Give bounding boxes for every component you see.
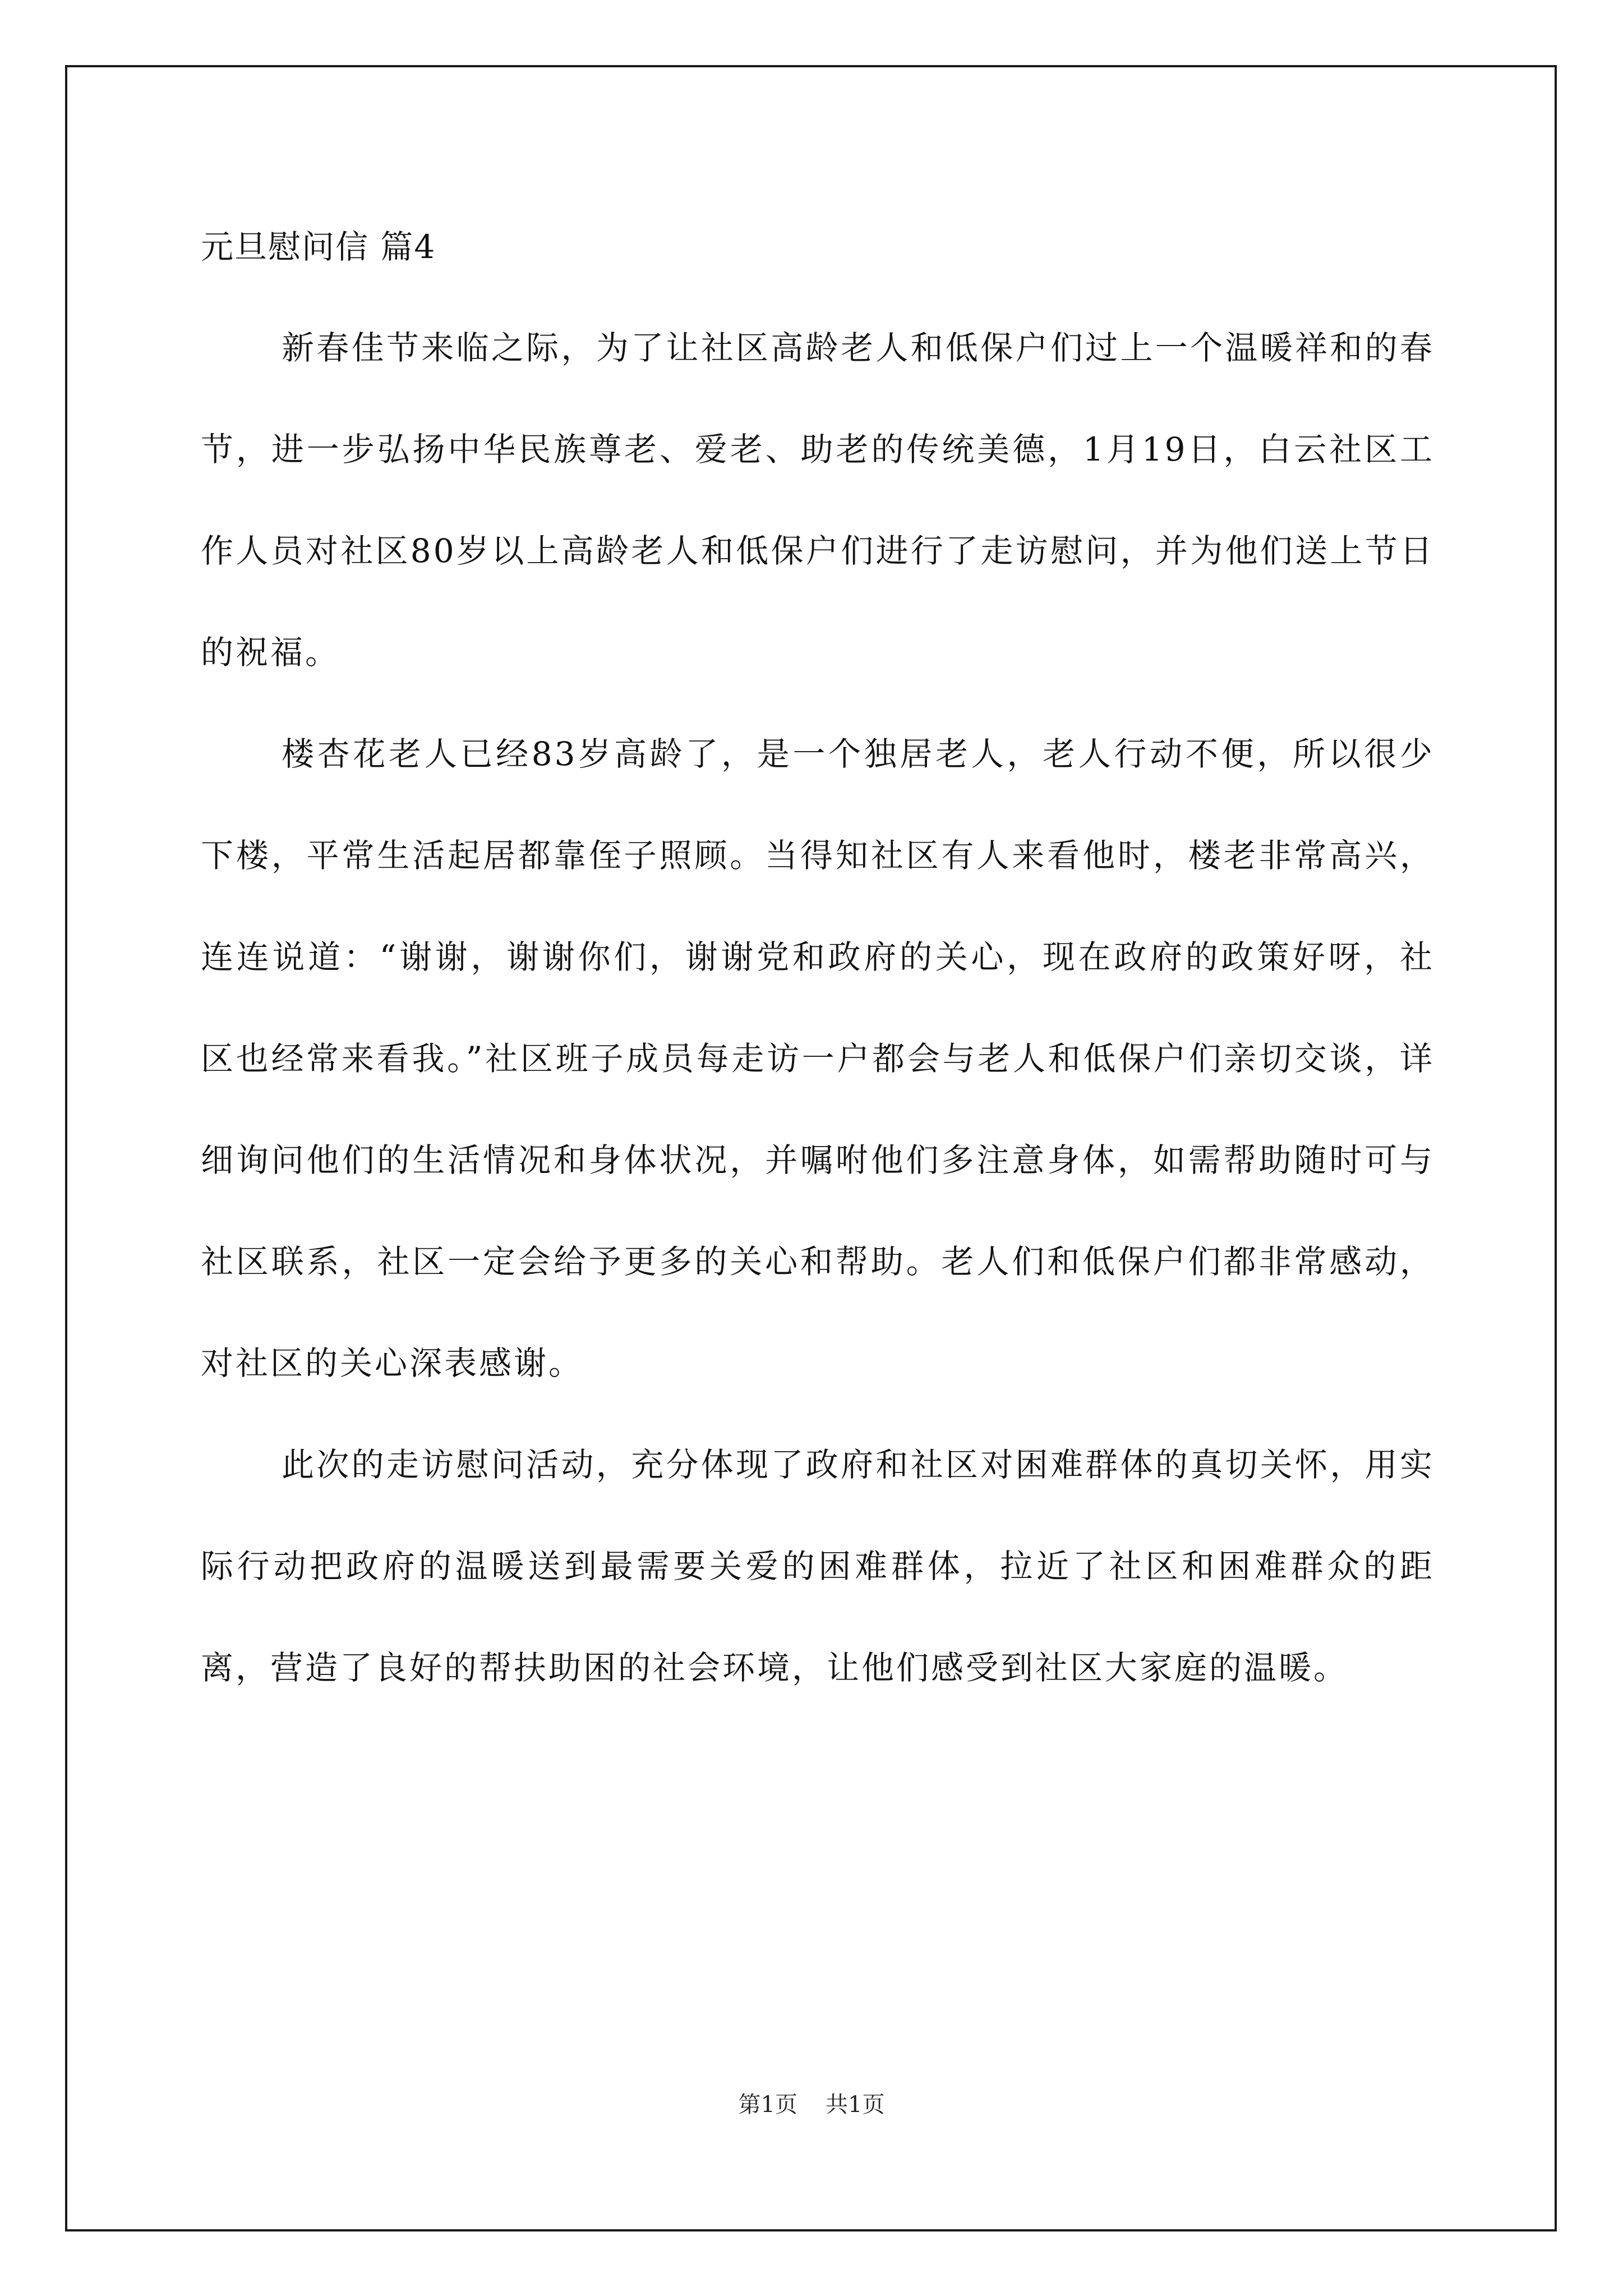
document-title: 元旦慰问信 篇4 xyxy=(201,228,436,266)
document-body xyxy=(201,213,1435,1719)
paragraph: 此次的走访慰问活动，充分体现了政府和社区对困难群体的真切关怀，用实际行动把政府的温暖送到最需要关爱的困难群体，拉近了社区和困难群众的距离，营造了良好的帮扶助困的社会环境，让他们感受到社区大家庭的温暖。 xyxy=(201,1446,1435,1687)
page-total: 共1页 xyxy=(826,2092,885,2118)
page-number: 第1页 xyxy=(738,2092,797,2118)
paragraph: 新春佳节来临之际，为了让社区高龄老人和低保户们过上一个温暖祥和的春节，进一步弘扬中华民族尊老、爱老、助老的传统美德，1月19日，白云社区工作人员对社区80岁以上高龄老人和低保户们进行了走访慰问，并为他们送上节日的祝福。 xyxy=(201,329,1435,671)
paragraph: 楼杏花老人已经83岁高龄了，是一个独居老人，老人行动不便，所以很少下楼，平常生活起居都靠侄子照顾。当得知社区有人来看他时，楼老非常高兴，连连说道：“谢谢，谢谢你们，谢谢党和政府的关心，现在政府的政策好呀，社区也经常来看我。”社区班子成员每走访一户都会与老人和低保户们亲切交谈，详细询问他们的生活情况和身体状况，并嘱咐他们多注意身体，如需帮助随时可与社区联系，社区一定会给予更多的关心和帮助。老人们和低保户们都非常感动，对社区的关心深表感谢。 xyxy=(201,735,1435,1382)
page-footer xyxy=(0,2087,1623,2119)
